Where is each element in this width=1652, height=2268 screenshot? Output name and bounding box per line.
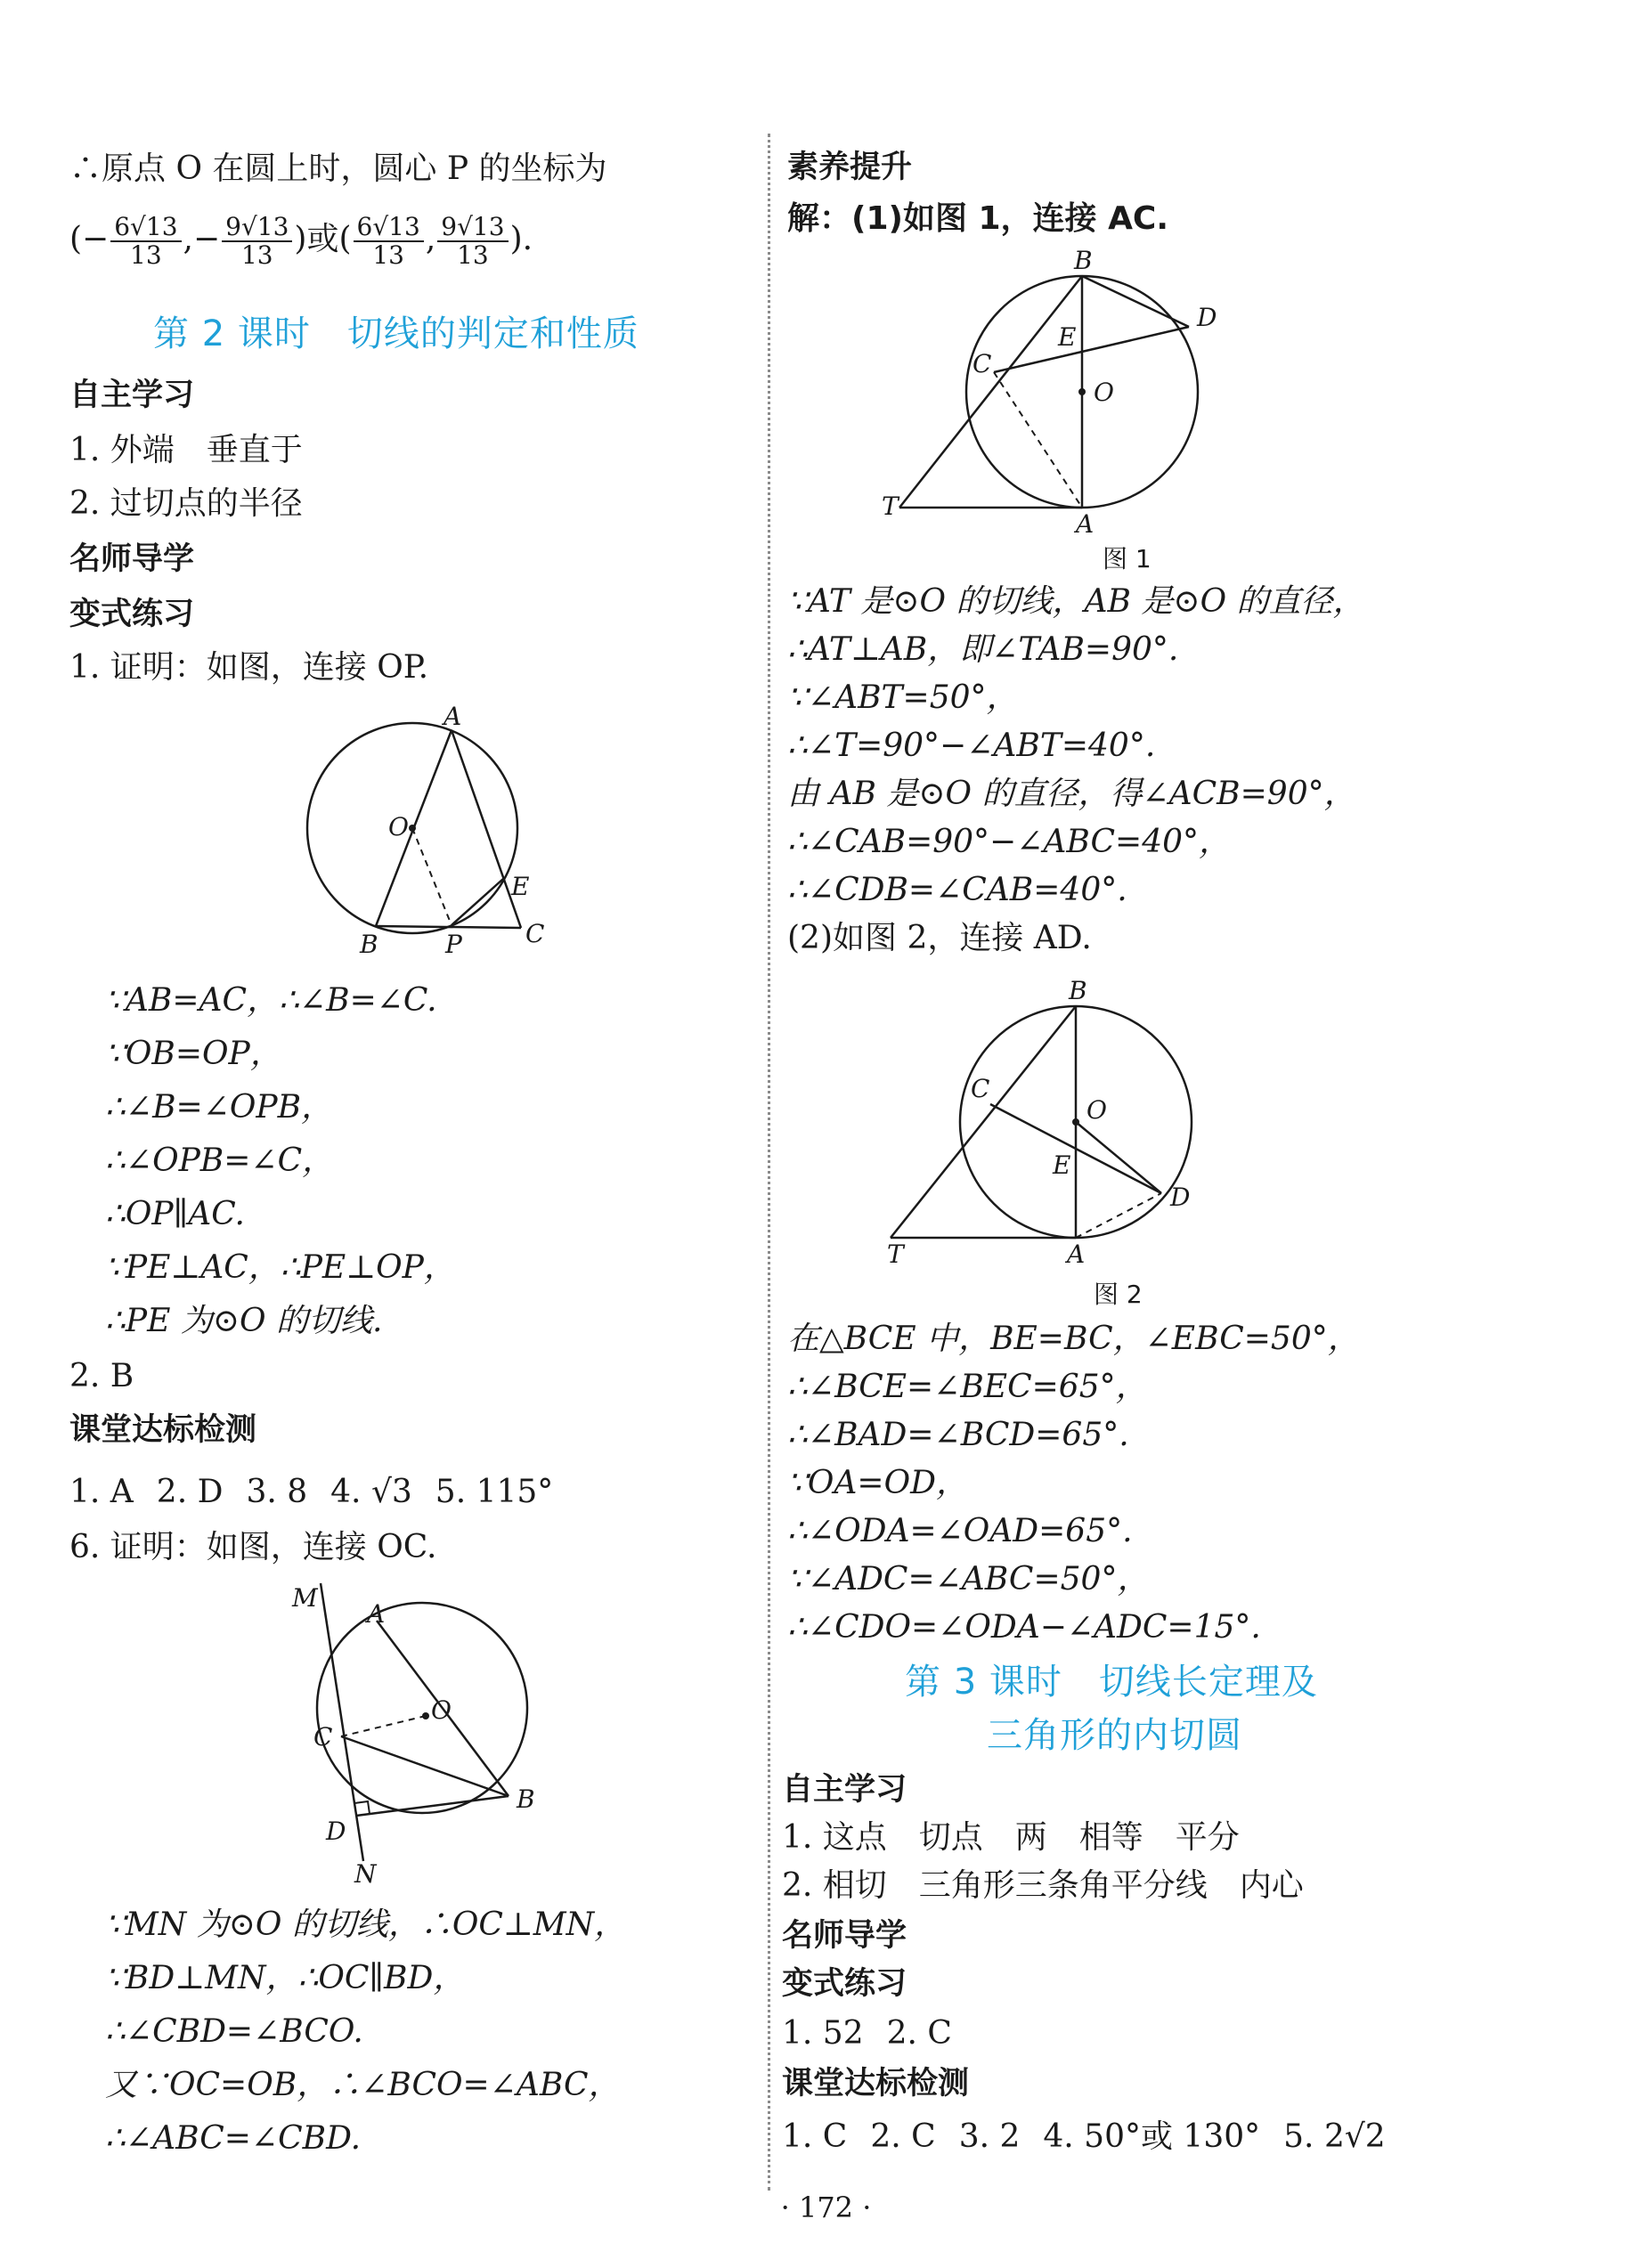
prev-solution-line-1: ∴原点 O 在圆上时，圆心 P 的坐标为 — [69, 150, 607, 187]
part2-line: 在△BCE 中，BE=BC，∠EBC=50°， — [787, 1321, 1360, 1357]
section-zizhu: 自主学习 — [69, 378, 195, 413]
answer-item: 5. 115° — [435, 1474, 554, 1510]
zizhu-answer-2: 2. 过切点的半径 — [69, 485, 303, 522]
answer-item: 5. 2√2 — [1283, 2118, 1386, 2155]
answer-item: 1. C — [782, 2118, 848, 2155]
label-O: O — [1086, 1095, 1107, 1125]
answer-item: 2. D — [156, 1474, 224, 1510]
part1-line: ∴∠CDB=∠CAB=40°. — [787, 872, 1127, 908]
section-ketang: 课堂达标检测 — [69, 1412, 257, 1448]
bianshi-1-intro: 1. 证明：如图，连接 OP. — [69, 649, 429, 686]
fraction: $\frac{6√13}{13}$ — [110, 214, 181, 269]
figure-2-caption: 图 2 — [1094, 1280, 1143, 1309]
proof1-line: ∴∠OPB=∠C， — [105, 1142, 335, 1179]
label-T: T — [882, 492, 899, 521]
part2-line: ∴∠CDO=∠ODA−∠ADC=15°. — [787, 1609, 1261, 1646]
lesson-3-title-line-1: 第 3 课时 切线长定理及 — [905, 1662, 1318, 1703]
geometry-figure-1 — [882, 242, 1229, 539]
proof6-line: ∴∠CBD=∠BCO. — [105, 2013, 363, 2050]
label-B: B — [360, 930, 378, 959]
part2-line: ∵∠ADC=∠ABC=50°， — [787, 1561, 1150, 1597]
label-N: N — [354, 1859, 377, 1889]
proof6-line: 又∵OC=OB，∴∠BCO=∠ABC， — [105, 2067, 621, 2103]
section-ketang-3: 课堂达标检测 — [782, 2066, 970, 2101]
answer-item: 2. C — [870, 2118, 936, 2155]
proof6-line: ∵BD⊥MN，∴OC∥BD， — [105, 1960, 466, 1996]
zizhu-answer-1: 1. 外端 垂直于 — [69, 432, 303, 468]
answer-item: 3. 8 — [246, 1474, 308, 1510]
label-M: M — [292, 1583, 318, 1613]
prev-solution-line-2: (− $\frac{6√13}{13}$ ,− $\frac{9√13}{13}$ )或( $\frac{6√13}{13}$ , $\frac{9√13}{13}$ ). — [69, 212, 533, 270]
column-divider — [768, 134, 770, 2191]
proof1-line: ∵PE⊥AC，∴PE⊥OP， — [105, 1249, 456, 1286]
label-P: P — [445, 930, 462, 959]
label-B: B — [1074, 246, 1093, 275]
label-A: A — [444, 702, 462, 731]
label-C: C — [972, 349, 992, 378]
fraction: $\frac{9√13}{13}$ — [222, 214, 292, 269]
part2-line: ∴∠BCE=∠BEC=65°， — [787, 1369, 1148, 1405]
ketang-answers — [69, 1473, 576, 1512]
label-O: O — [388, 812, 409, 841]
proof1-line: ∵OB=OP， — [105, 1036, 282, 1072]
lesson-3-title-line-2: 三角形的内切圆 — [987, 1715, 1242, 1756]
answer-item: 3. 2 — [958, 2118, 1021, 2155]
section-mingshi: 名师导学 — [69, 541, 195, 577]
label-A: A — [367, 1599, 386, 1629]
label-E: E — [511, 872, 530, 901]
label-T: T — [887, 1240, 904, 1269]
answer-item: 1. 52 — [782, 2015, 864, 2052]
part1-line: ∴∠T=90°−∠ABT=40°. — [787, 728, 1156, 764]
label-C: C — [971, 1074, 990, 1103]
section-mingshi-3: 名师导学 — [782, 1918, 907, 1954]
label-A: A — [1067, 1240, 1086, 1269]
label-O: O — [1094, 378, 1114, 407]
ketang3-answers — [782, 2118, 1409, 2157]
proof1-line: ∴OP∥AC. — [105, 1196, 245, 1232]
part2-line: ∵OA=OD， — [787, 1465, 968, 1501]
part1-line: ∴∠CAB=90°−∠ABC=40°， — [787, 824, 1232, 860]
label-D: D — [326, 1817, 346, 1846]
geometry-figure-2 — [887, 972, 1229, 1275]
part1-line: ∵∠ABT=50°， — [787, 679, 1019, 716]
label-D: D — [1170, 1183, 1191, 1212]
proof1-line: ∴∠B=∠OPB， — [105, 1089, 334, 1126]
fraction: $\frac{6√13}{13}$ — [354, 214, 424, 269]
section-suyang: 素养提升 — [787, 150, 913, 185]
section-zizhu-3: 自主学习 — [782, 1772, 907, 1808]
section-bianshi: 变式练习 — [69, 597, 195, 632]
proof6-line: ∵MN 为⊙O 的切线，∴OC⊥MN， — [105, 1906, 627, 1943]
answer-item: 4. √3 — [330, 1474, 412, 1510]
label-C: C — [525, 919, 545, 948]
part1-line: 由 AB 是⊙O 的直径，得∠ACB=90°， — [787, 776, 1356, 812]
answer-item: 1. A — [69, 1474, 134, 1510]
bianshi3-answers — [782, 2014, 975, 2053]
label-O: O — [431, 1695, 452, 1725]
fraction: $\frac{9√13}{13}$ — [437, 214, 508, 269]
zizhu3-answer-1: 1. 这点 切点 两 相等 平分 — [782, 1819, 1240, 1856]
figure-1-caption: 图 1 — [1103, 544, 1152, 573]
label-D: D — [1197, 303, 1217, 332]
lesson-2-title: 第 2 课时 切线的判定和性质 — [153, 313, 639, 354]
proof6-line: ∴∠ABC=∠CBD. — [105, 2120, 362, 2157]
zizhu3-answer-2: 2. 相切 三角形三条角平分线 内心 — [782, 1867, 1304, 1904]
section-bianshi-3: 变式练习 — [782, 1966, 907, 2002]
geometry-figure-tangent-mn — [267, 1576, 561, 1888]
label-A: A — [1076, 509, 1095, 539]
label-B: B — [517, 1784, 535, 1814]
part1-line: ∴AT⊥AB，即∠TAB=90°. — [787, 631, 1179, 668]
proof1-line: ∴PE 为⊙O 的切线. — [105, 1303, 383, 1339]
geometry-figure-tangent-proof — [294, 703, 588, 962]
label-C: C — [313, 1722, 333, 1752]
ketang-6-intro: 6. 证明：如图，连接 OC. — [69, 1529, 437, 1565]
part1-line: ∵AT 是⊙O 的切线，AB 是⊙O 的直径， — [787, 583, 1365, 620]
label-B: B — [1069, 976, 1087, 1005]
bianshi-2-answer: 2. B — [69, 1358, 134, 1394]
part2-line: ∴∠BAD=∠BCD=65°. — [787, 1417, 1129, 1453]
part2-intro: (2)如图 2，连接 AD. — [787, 920, 1092, 956]
proof1-line: ∵AB=AC，∴∠B=∠C. — [105, 982, 437, 1019]
page-number: · 172 · — [780, 2191, 872, 2224]
solution-intro: 解：(1)如图 1，连接 AC. — [787, 200, 1169, 237]
label-E: E — [1053, 1150, 1071, 1180]
answer-item: 2. C — [886, 2015, 952, 2052]
label-E: E — [1058, 322, 1077, 352]
part2-line: ∴∠ODA=∠OAD=65°. — [787, 1513, 1133, 1549]
answer-item: 4. 50°或 130° — [1043, 2118, 1261, 2155]
